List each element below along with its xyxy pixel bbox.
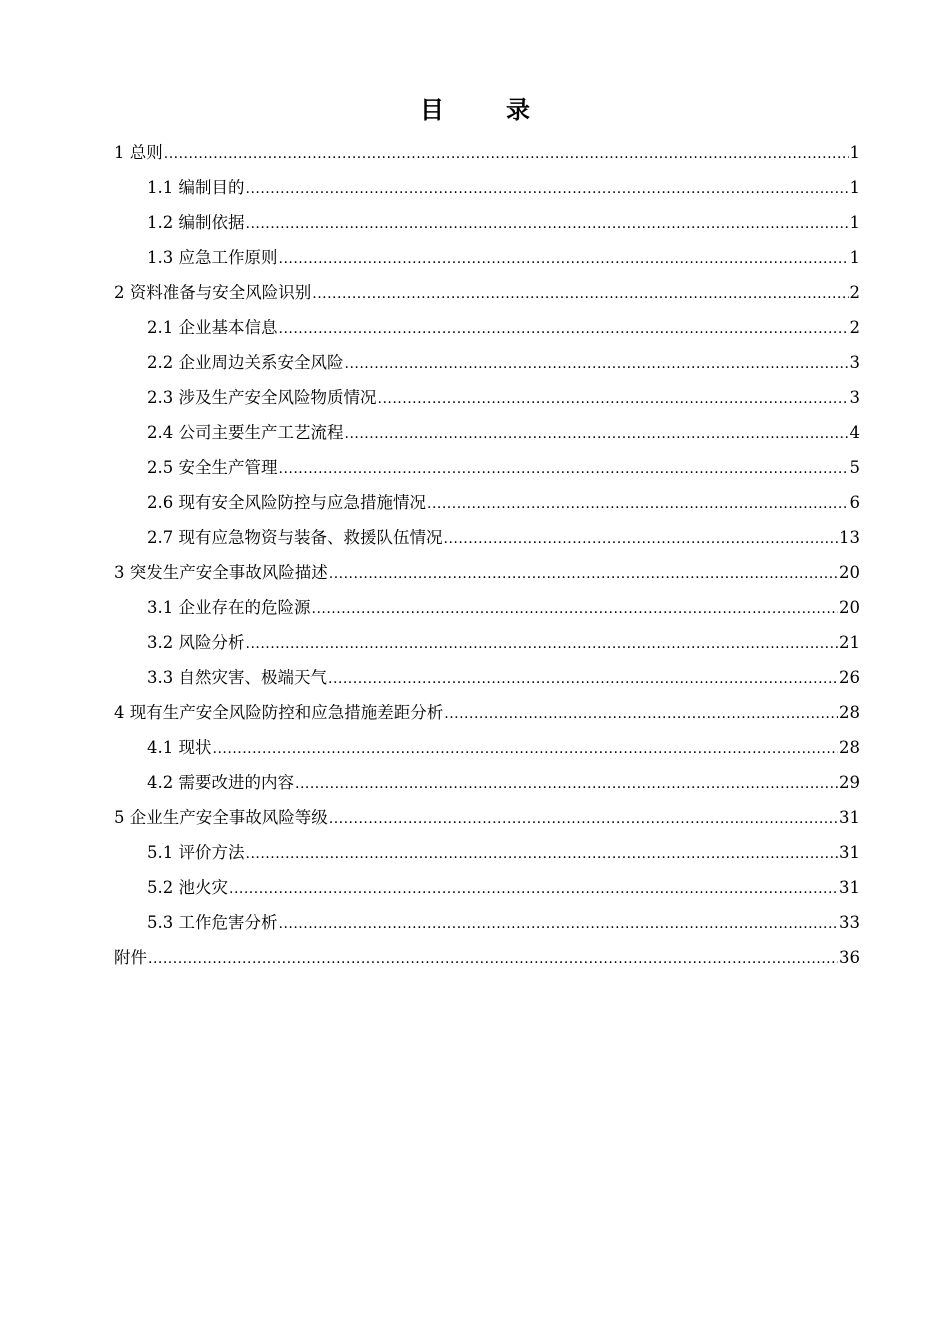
toc-entry[interactable] (114, 695, 860, 730)
toc-dot-leader (444, 697, 838, 732)
toc-entry[interactable] (114, 835, 860, 870)
toc-entry-page-number: 4 (849, 423, 860, 442)
toc-entry[interactable] (114, 310, 860, 345)
toc-entry-label: 5.2 池火灾 (147, 878, 228, 897)
toc-dot-leader (213, 732, 839, 767)
toc-entry[interactable] (114, 415, 860, 450)
toc-dot-leader (345, 417, 849, 452)
toc-entry[interactable] (114, 345, 860, 380)
toc-entry[interactable] (114, 240, 860, 275)
toc-dot-leader (279, 907, 839, 942)
toc-entry[interactable] (114, 485, 860, 520)
toc-entry-page-number: 29 (839, 773, 860, 792)
toc-entry-label: 2.4 公司主要生产工艺流程 (147, 423, 344, 442)
toc-entry-page-number: 2 (849, 283, 860, 302)
toc-entry[interactable] (114, 205, 860, 240)
toc-entry-page-number: 2 (849, 318, 860, 337)
toc-dot-leader (246, 172, 849, 207)
toc-dot-leader (427, 487, 849, 522)
toc-entry-label: 5.3 工作危害分析 (147, 913, 278, 932)
toc-entry-label: 2.2 企业周边关系安全风险 (147, 353, 344, 372)
toc-entry-page-number: 21 (839, 633, 860, 652)
toc-entry-page-number: 31 (839, 878, 860, 897)
toc-entry[interactable] (114, 765, 860, 800)
toc-entry-label: 1.3 应急工作原则 (147, 248, 278, 267)
toc-entry-label: 1.1 编制目的 (147, 178, 245, 197)
toc-entry-page-number: 3 (849, 353, 860, 372)
toc-entry-page-number: 13 (839, 528, 860, 547)
toc-entry-page-number: 1 (849, 143, 860, 162)
toc-entry-page-number: 20 (839, 598, 860, 617)
toc-entry-page-number: 3 (849, 388, 860, 407)
toc-dot-leader (444, 522, 839, 557)
toc-dot-leader (279, 452, 849, 487)
toc-entry-label: 4 现有生产安全风险防控和应急措施差距分析 (114, 703, 444, 722)
toc-entry-label: 3.3 自然灾害、极端天气 (147, 668, 327, 687)
toc-entry-label: 1.2 编制依据 (147, 213, 245, 232)
toc-entry[interactable] (114, 520, 860, 555)
toc-entry[interactable] (114, 135, 860, 170)
toc-entry[interactable] (114, 800, 860, 835)
toc-entry-page-number: 6 (849, 493, 860, 512)
toc-entry-label: 附件 (114, 948, 147, 967)
toc-entry-page-number: 31 (839, 808, 860, 827)
toc-entry-page-number: 1 (849, 178, 860, 197)
toc-dot-leader (279, 312, 849, 347)
table-of-contents (114, 135, 860, 975)
toc-entry-page-number: 1 (849, 248, 860, 267)
toc-dot-leader (246, 627, 839, 662)
toc-entry-label: 4.1 现状 (147, 738, 212, 757)
toc-entry[interactable] (114, 275, 860, 310)
toc-entry[interactable] (114, 555, 860, 590)
toc-entry-page-number: 1 (849, 213, 860, 232)
toc-dot-leader (312, 592, 839, 627)
toc-dot-leader (148, 942, 838, 977)
toc-entry-label: 4.2 需要改进的内容 (147, 773, 294, 792)
toc-entry-label: 2.7 现有应急物资与装备、救援队伍情况 (147, 528, 443, 547)
toc-entry[interactable] (114, 625, 860, 660)
toc-dot-leader (279, 242, 849, 277)
toc-dot-leader (312, 277, 848, 312)
toc-dot-leader (329, 557, 838, 592)
toc-entry-label: 2.6 现有安全风险防控与应急措施情况 (147, 493, 426, 512)
toc-entry[interactable] (114, 170, 860, 205)
toc-entry[interactable] (114, 940, 860, 975)
toc-entry-label: 3.1 企业存在的危险源 (147, 598, 311, 617)
toc-dot-leader (246, 207, 849, 242)
toc-entry-page-number: 33 (839, 913, 860, 932)
toc-entry-label: 1 总则 (114, 143, 163, 162)
toc-entry-label: 2.3 涉及生产安全风险物质情况 (147, 388, 377, 407)
toc-entry[interactable] (114, 380, 860, 415)
toc-dot-leader (164, 137, 849, 172)
toc-dot-leader (345, 347, 849, 382)
toc-dot-leader (229, 872, 838, 907)
toc-entry-label: 2.1 企业基本信息 (147, 318, 278, 337)
toc-entry[interactable] (114, 870, 860, 905)
title-char-2: 录 (506, 96, 530, 124)
toc-entry-page-number: 28 (839, 703, 860, 722)
toc-entry-label: 3 突发生产安全事故风险描述 (114, 563, 328, 582)
toc-entry[interactable] (114, 590, 860, 625)
toc-entry[interactable] (114, 660, 860, 695)
toc-entry-label: 2.5 安全生产管理 (147, 458, 278, 477)
toc-dot-leader (328, 662, 838, 697)
toc-entry-label: 5 企业生产安全事故风险等级 (114, 808, 328, 827)
toc-dot-leader (329, 802, 838, 837)
toc-entry-page-number: 20 (839, 563, 860, 582)
toc-dot-leader (246, 837, 839, 872)
toc-entry-page-number: 26 (839, 668, 860, 687)
toc-entry-page-number: 36 (839, 948, 860, 967)
toc-entry-label: 2 资料准备与安全风险识别 (114, 283, 312, 302)
toc-entry[interactable] (114, 450, 860, 485)
title-char-1: 目 (420, 96, 444, 124)
toc-entry-page-number: 28 (839, 738, 860, 757)
toc-dot-leader (378, 382, 849, 417)
toc-entry[interactable] (114, 905, 860, 940)
toc-entry-page-number: 31 (839, 843, 860, 862)
page-title (0, 90, 950, 125)
toc-dot-leader (295, 767, 838, 802)
toc-entry-label: 5.1 评价方法 (147, 843, 245, 862)
toc-entry-label: 3.2 风险分析 (147, 633, 245, 652)
toc-entry[interactable] (114, 730, 860, 765)
toc-entry-page-number: 5 (849, 458, 860, 477)
